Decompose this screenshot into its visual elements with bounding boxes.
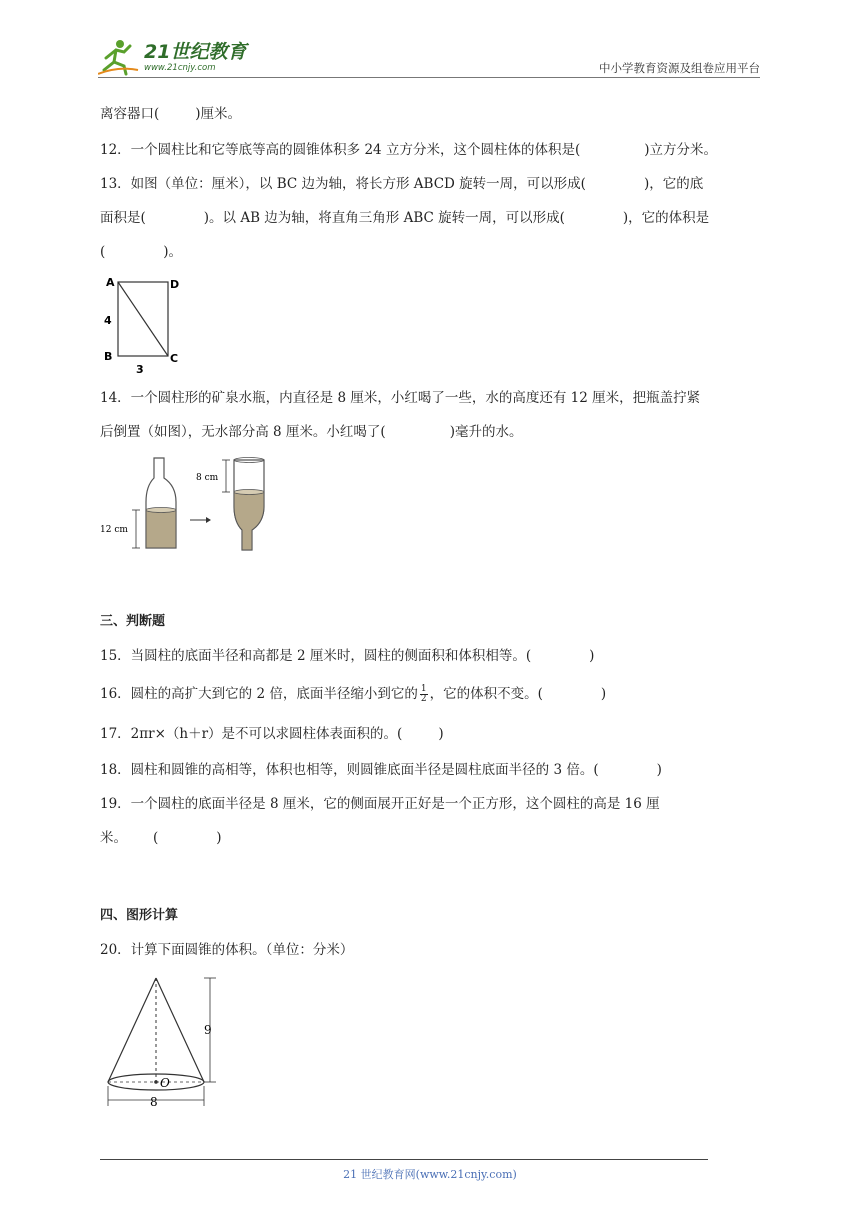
side-label: 4: [104, 314, 112, 327]
question-12: 12．一个圆柱比和它等底等高的圆锥体积多 24 立方分米，这个圆柱体的体积是( )立方分米。: [100, 142, 717, 158]
rectangle-abcd-figure: [100, 272, 190, 376]
height-label: 9: [204, 1023, 212, 1037]
question-16: 16．圆柱的高扩大到它的 2 倍，底面半径缩小到它的 $\frac{1}{2}$ ，它的体积不变。( ): [100, 684, 607, 704]
question-19-line-2: 米。 ( ): [100, 830, 222, 846]
page-header: [98, 30, 760, 78]
logo-url: www.21cnjy.com: [144, 63, 216, 73]
diameter-label: 8: [150, 1095, 158, 1109]
logo-text: 21世纪教育: [144, 41, 247, 63]
platform-name: 中小学教育资源及组卷应用平台: [599, 61, 760, 75]
label-b: B: [104, 350, 113, 363]
label-c: C: [170, 352, 179, 365]
question-20: 20．计算下面圆锥的体积。（单位：分米）: [100, 942, 354, 958]
question-14-line-1: 14．一个圆柱形的矿泉水瓶，内直径是 8 厘米，小红喝了一些，水的高度还有 12 厘米，把瓶盖拧紧: [100, 390, 701, 406]
question-15: 15．当圆柱的底面半径和高都是 2 厘米时，圆柱的侧面积和体积相等。( ): [100, 648, 595, 664]
bottom-label: 3: [136, 363, 144, 376]
label-a: A: [106, 276, 115, 289]
section-3-heading: 三、判断题: [100, 614, 166, 629]
footer-rule: [100, 1159, 708, 1160]
right-height-label: 8 cm: [196, 473, 219, 483]
question-14-line-2: 后倒置（如图），无水部分高 8 厘米。小红喝了( )毫升的水。: [100, 424, 523, 440]
question-17: 17．2πr×（h＋r）是不可以求圆柱体表面积的。( ): [100, 726, 444, 742]
cone-figure: [100, 972, 230, 1112]
center-label: O: [160, 1076, 170, 1090]
question-13-line-2: 面积是( )。以 AB 边为轴，将直角三角形 ABC 旋转一周，可以形成( )，它的体积是: [100, 210, 710, 226]
label-d: D: [170, 278, 180, 291]
left-height-label: 12 cm: [100, 525, 128, 535]
header-rule: [98, 77, 760, 78]
question-18: 18．圆柱和圆锥的高相等，体积也相等，则圆锥底面半径是圆柱底面半径的 3 倍。( ): [100, 762, 662, 778]
question-13-line-3: ( )。: [100, 244, 183, 260]
bottle-figure: [100, 452, 280, 556]
logo: [98, 36, 268, 76]
question-19-line-1: 19．一个圆柱的底面半径是 8 厘米，它的侧面展开正好是一个正方形，这个圆柱的高是 16 厘: [100, 796, 660, 812]
footer[interactable]: 21 世纪教育网(www.21cnjy.com): [343, 1168, 517, 1181]
question-13-line-1: 13．如图（单位：厘米），以 BC 边为轴，将长方形 ABCD 旋转一周，可以形成( )，它的底: [100, 176, 704, 192]
section-4-heading: 四、图形计算: [100, 908, 179, 923]
fraction: $\frac{1}{2}$: [420, 684, 427, 704]
question-11-tail: 离容器口( )厘米。: [100, 106, 242, 122]
runner-icon: [98, 40, 138, 74]
